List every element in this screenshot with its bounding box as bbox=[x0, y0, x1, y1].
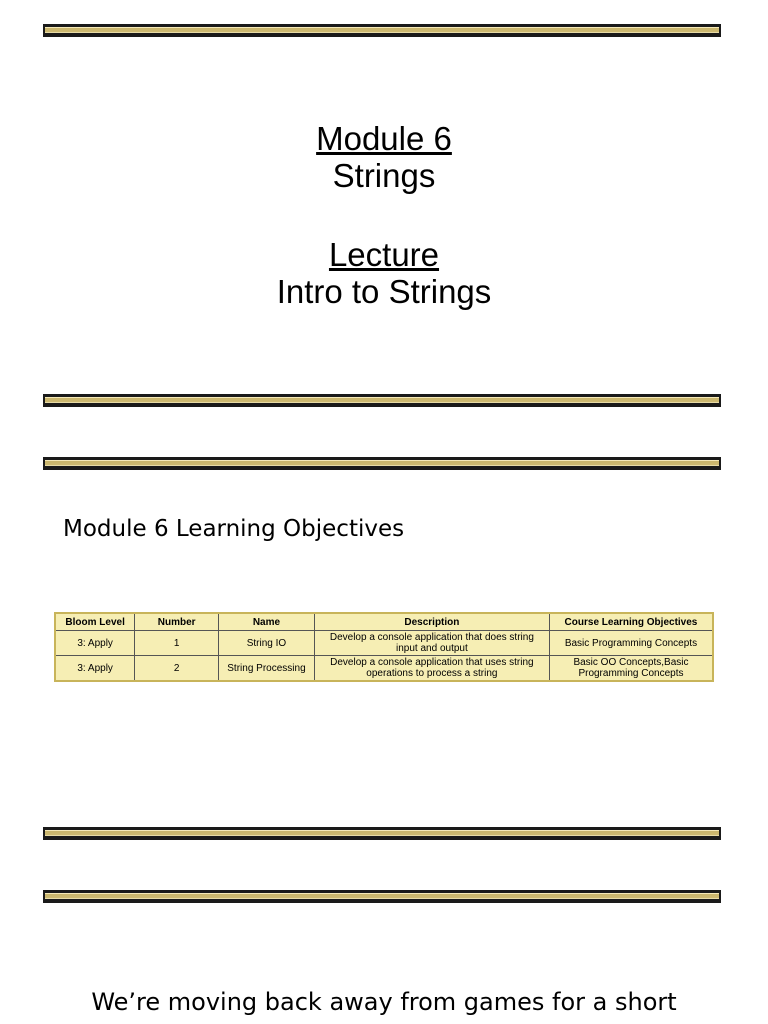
module-subtitle: Strings bbox=[332, 157, 436, 194]
table-header-row bbox=[55, 613, 713, 631]
learning-objectives-title: Module 6 Learning Objectives bbox=[63, 516, 405, 542]
slide2-bottom-rule bbox=[43, 827, 721, 840]
cell-bloom-level: 3: Apply bbox=[55, 656, 135, 682]
cell-course-objectives: Basic Programming Concepts bbox=[549, 631, 713, 656]
cell-number: 2 bbox=[135, 656, 219, 682]
slide1-top-rule bbox=[43, 24, 721, 37]
cell-description: Develop a console application that does string input and output bbox=[314, 631, 549, 656]
header-bloom-level: Bloom Level bbox=[55, 613, 135, 631]
cell-course-objectives: Basic OO Concepts,Basic Programming Concepts bbox=[549, 656, 713, 682]
header-number: Number bbox=[135, 613, 219, 631]
lecture-heading: Lecture bbox=[328, 236, 440, 273]
slide1-lecture-block bbox=[0, 236, 768, 310]
table-row bbox=[55, 656, 713, 682]
cell-name: String IO bbox=[219, 631, 315, 656]
header-course-objectives: Course Learning Objectives bbox=[549, 613, 713, 631]
cell-name: String Processing bbox=[219, 656, 315, 682]
slide1-bottom-rule bbox=[43, 394, 721, 407]
slide2-top-rule bbox=[43, 457, 721, 470]
cell-bloom-level: 3: Apply bbox=[55, 631, 135, 656]
header-description: Description bbox=[314, 613, 549, 631]
slide3-body-text: We’re moving back away from games for a short bbox=[91, 988, 677, 1016]
learning-objectives-table bbox=[54, 612, 714, 682]
cell-description: Develop a console application that uses string operations to process a string bbox=[314, 656, 549, 682]
slide3-top-rule bbox=[43, 890, 721, 903]
lecture-subtitle: Intro to Strings bbox=[276, 273, 492, 310]
cell-number: 1 bbox=[135, 631, 219, 656]
slide1-title-block bbox=[0, 120, 768, 194]
module-heading: Module 6 bbox=[316, 120, 452, 157]
table-row bbox=[55, 631, 713, 656]
header-name: Name bbox=[219, 613, 315, 631]
